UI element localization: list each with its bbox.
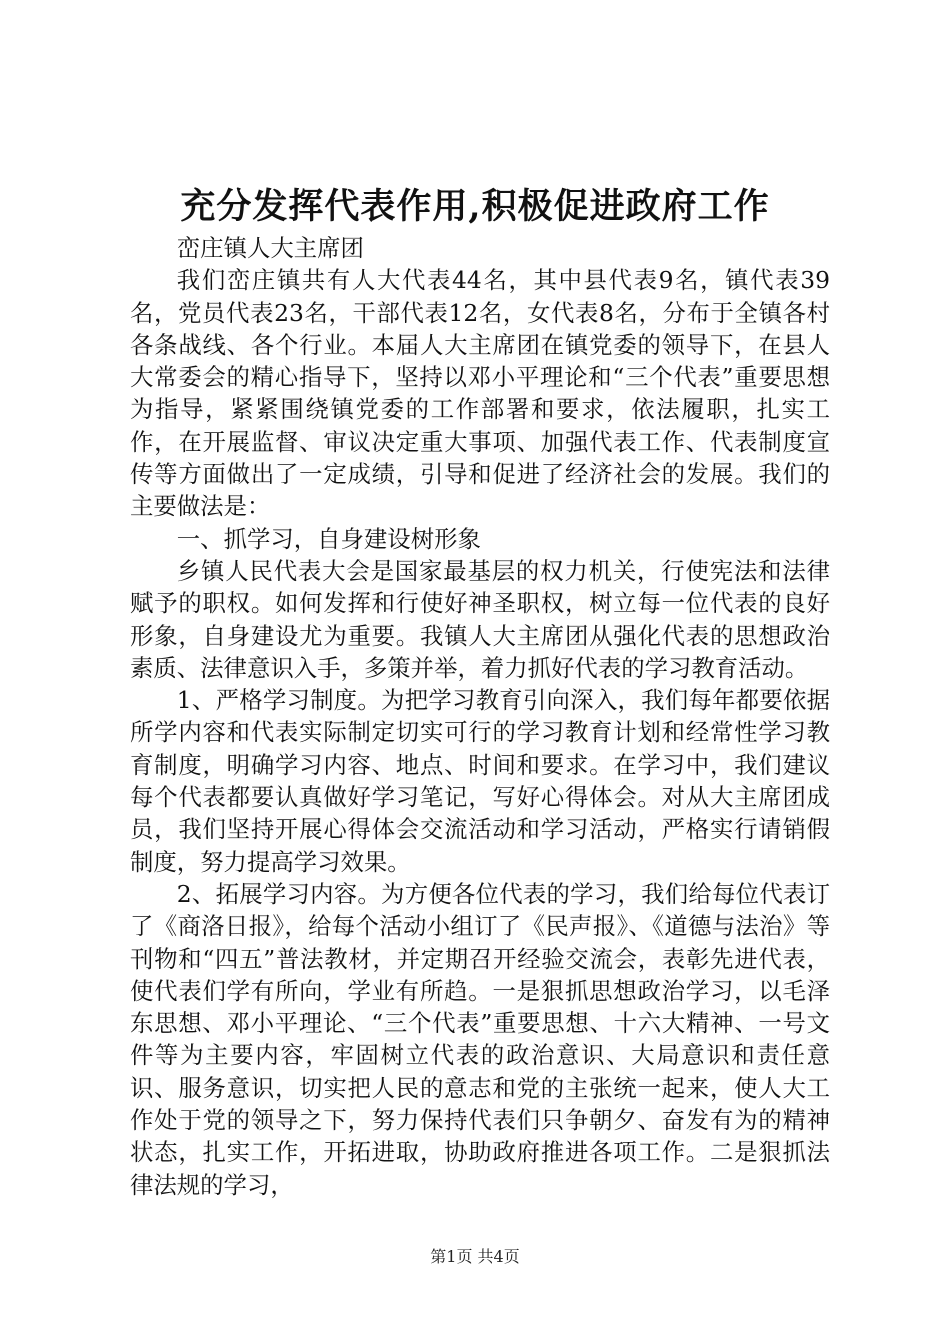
body-paragraph: 2、拓展学习内容。为方便各位代表的学习，我们给每位代表订了《商洛日报》，给每个活动小组订了《民声报》、《道德与法治》等刊物和“四五”普法教材，并定期召开经验交流会，表彰先进代表，使代表们学有所向，学业有所趋。一是狠抓思想政治学习，以毛泽东思想、邓小平理论、“三个代表”重要思想、十六大精神、一号文件等为主要内容，牢固树立代表的政治意识、大局意识和责任意识、服务意识，切实把人民的意志和党的主张统一起来，使人大工作处于党的领导之下，努力保持代表们只争朝夕、奋发有为的精神状态，扎实工作，开拓进取，协助政府推进各项工作。二是狠抓法律法规的学习， — [130, 879, 830, 1199]
author-line: 峦庄镇人大主席团 — [176, 234, 364, 262]
body-paragraph: 乡镇人民代表大会是国家最基层的权力机关，行使宪法和法律赋予的职权。如何发挥和行使好神圣职权，树立每一位代表的良好形象，自身建设尤为重要。我镇人大主席团从强化代表的思想政治素质、法律意识入手，多策并举，着力抓好代表的学习教育活动。 — [130, 556, 830, 682]
section-heading: 一、抓学习，自身建设树形象 — [176, 524, 481, 553]
document-body — [130, 232, 830, 1201]
body-paragraph: 我们峦庄镇共有人大代表44名，其中县代表9名，镇代表39名，党员代表23名，干部代表12名，女代表8名，分布于全镇各村各条战线、各个行业。本届人大主席团在镇党委的领导下，在县人大常委会的精心指导下，坚持以邓小平理论和“三个代表”重要思想为指导，紧紧围绕镇党委的工作部署和要求，依法履职，扎实工作，在开展监督、审议决定重大事项、加强代表工作、代表制度宣传等方面做出了一定成绩，引导和促进了经济社会的发展。我们的主要做法是： — [130, 266, 830, 521]
body-paragraph: 1、严格学习制度。为把学习教育引向深入，我们每年都要依据所学内容和代表实际制定切实可行的学习教育计划和经常性学习教育制度，明确学习内容、地点、时间和要求。在学习中，我们建议每个代表都要认真做好学习笔记，写好心得体会。对从大主席团成员，我们坚持开展心得体会交流活动和学习活动，严格实行请销假制度，努力提高学习效果。 — [130, 686, 830, 876]
document-title: 充分发挥代表作用,积极促进政府工作 — [180, 186, 770, 227]
page-footer: 第1页 共4页 — [430, 1247, 520, 1266]
